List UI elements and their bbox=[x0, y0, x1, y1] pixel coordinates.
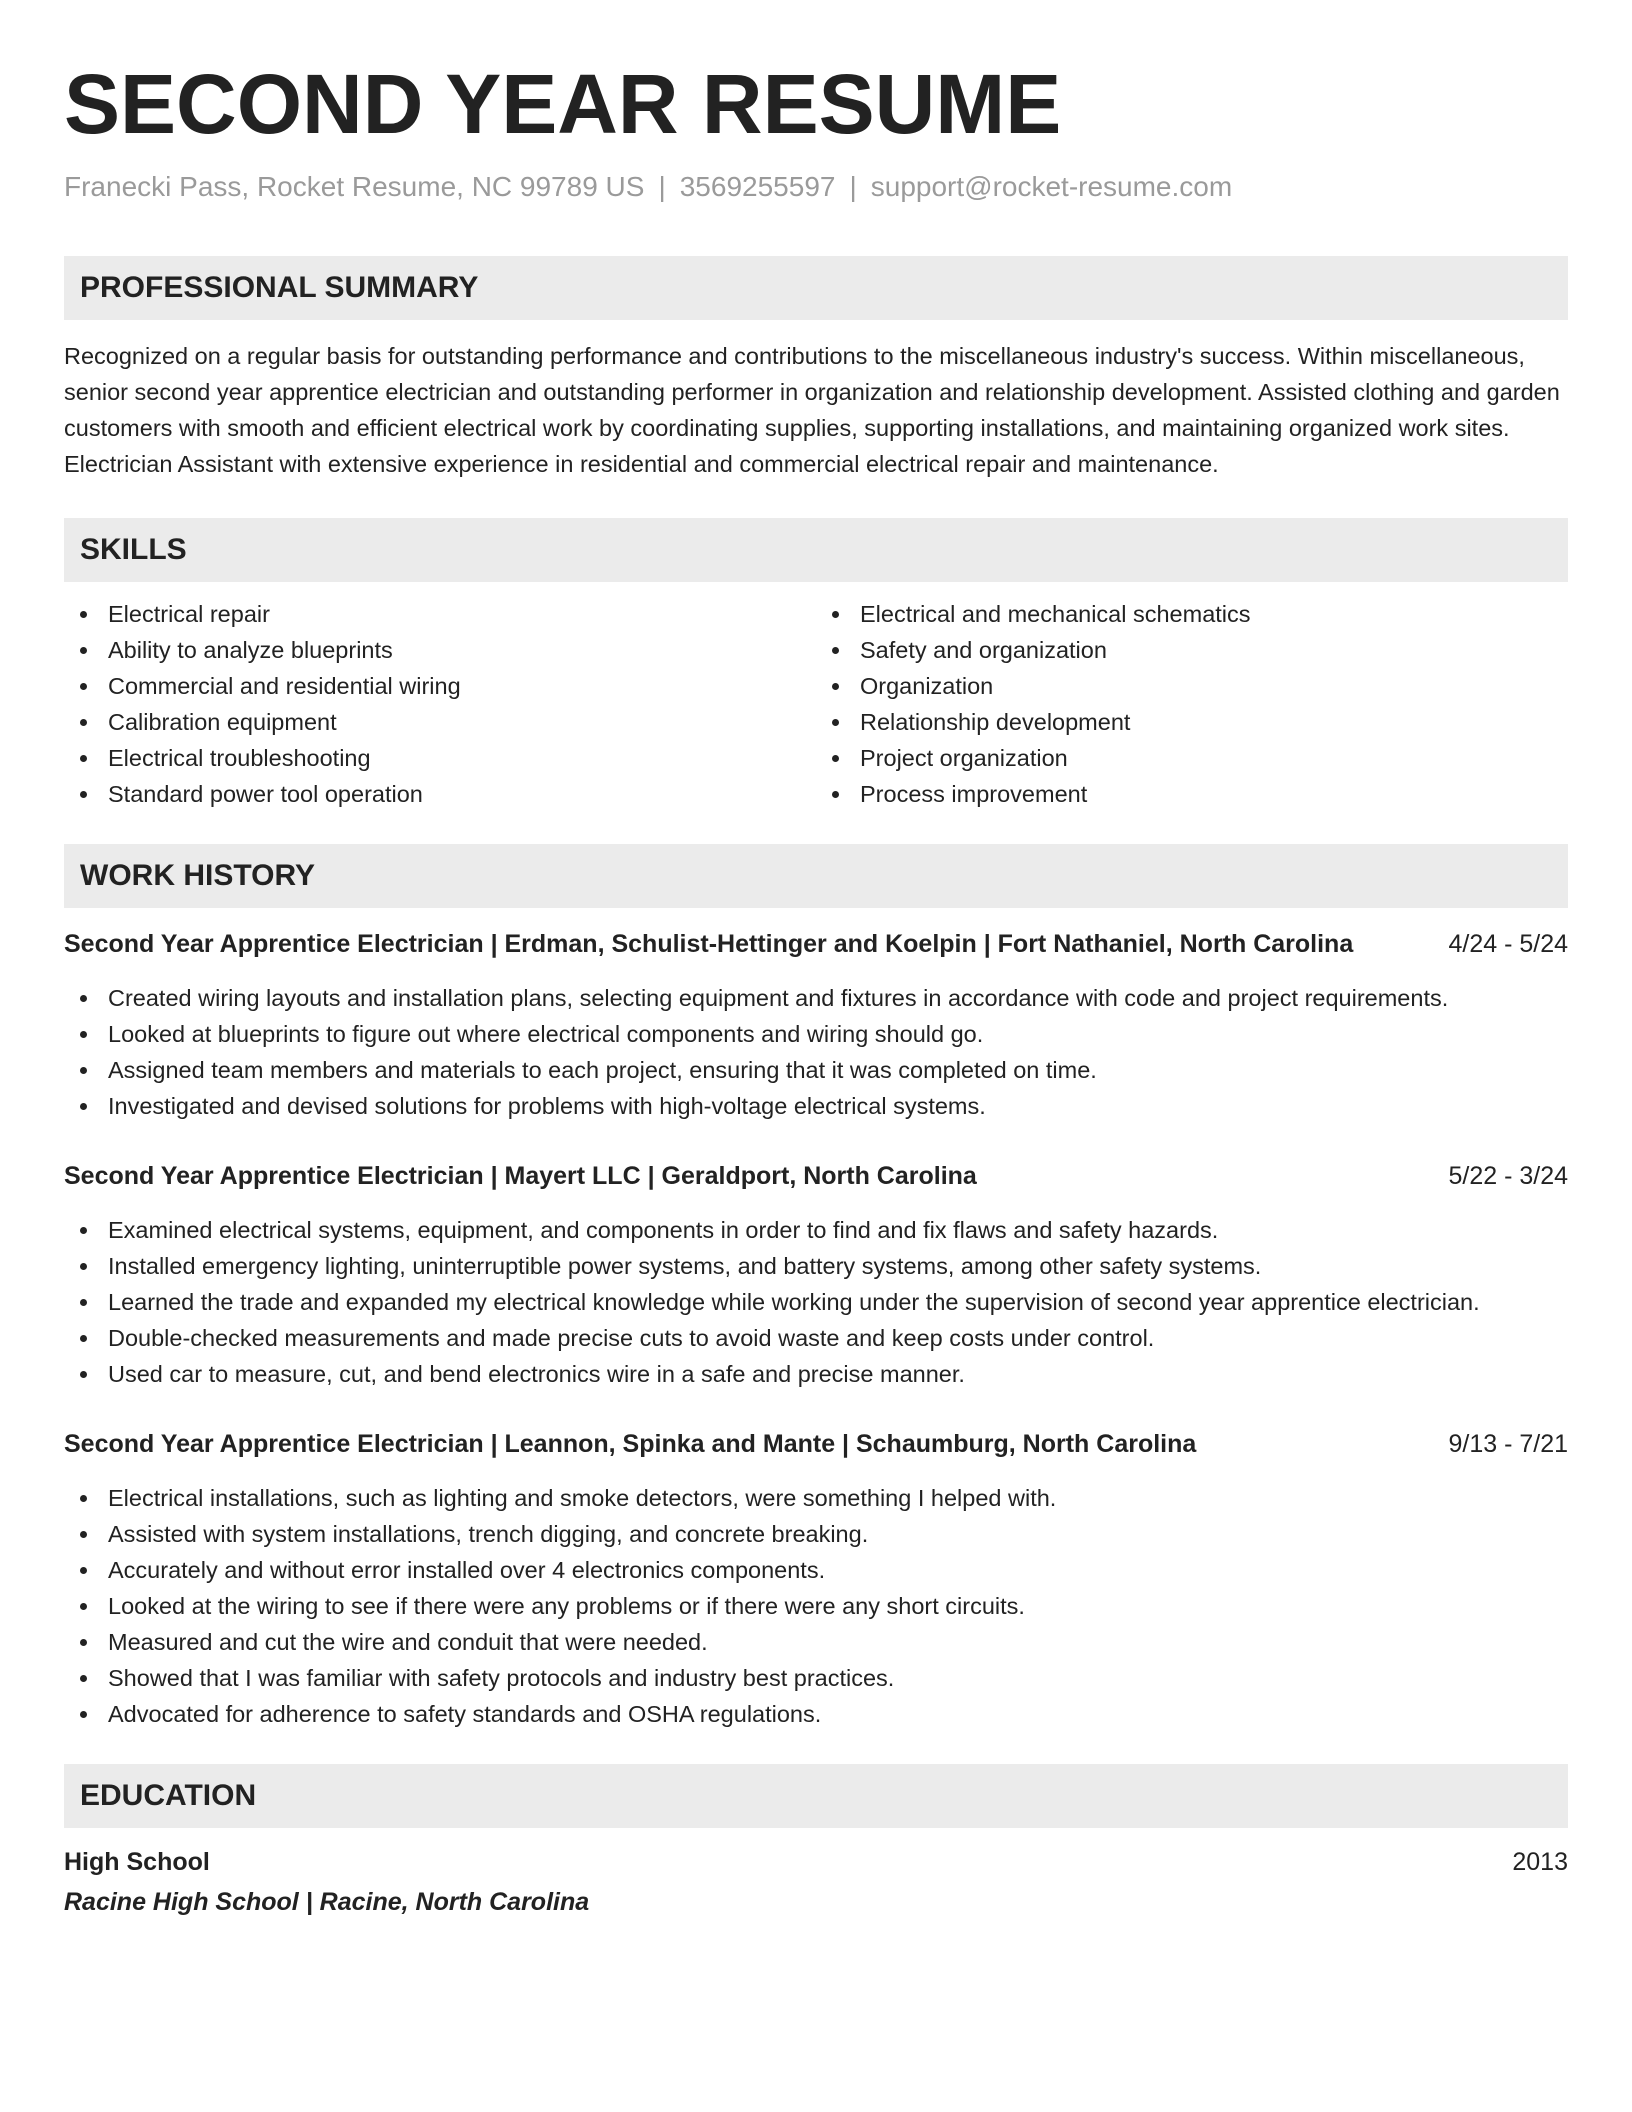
skill-item: Relationship development bbox=[816, 704, 1568, 740]
skill-item: Project organization bbox=[816, 740, 1568, 776]
job-bullet: Created wiring layouts and installation plans, selecting equipment and fixtures in accordance with code and project requirements. bbox=[64, 980, 1568, 1016]
education-heading: EDUCATION bbox=[64, 1764, 1568, 1828]
job-bullet: Double-checked measurements and made precise cuts to avoid waste and keep costs under control. bbox=[64, 1320, 1568, 1356]
job-bullet: Accurately and without error installed over 4 electronics components. bbox=[64, 1552, 1568, 1588]
job-bullet: Assigned team members and materials to each project, ensuring that it was completed on time. bbox=[64, 1052, 1568, 1088]
job-entry bbox=[64, 926, 1568, 1124]
skill-item: Commercial and residential wiring bbox=[64, 668, 816, 704]
job-header bbox=[64, 1426, 1568, 1462]
skills-column-right bbox=[816, 596, 1568, 812]
job-title: Second Year Apprentice Electrician | Mayert LLC | Geraldport, North Carolina bbox=[64, 1162, 977, 1190]
job-dates: 4/24 - 5/24 bbox=[1448, 930, 1568, 958]
skill-item: Organization bbox=[816, 668, 1568, 704]
job-entry bbox=[64, 1158, 1568, 1392]
job-bullets bbox=[64, 1212, 1568, 1392]
contact-separator: | bbox=[658, 171, 666, 202]
job-bullets bbox=[64, 1480, 1568, 1732]
summary-heading: PROFESSIONAL SUMMARY bbox=[64, 256, 1568, 320]
skill-item: Electrical and mechanical schematics bbox=[816, 596, 1568, 632]
education-degree: High School bbox=[64, 1848, 210, 1876]
job-bullets bbox=[64, 980, 1568, 1124]
skill-item: Electrical troubleshooting bbox=[64, 740, 816, 776]
job-title: Second Year Apprentice Electrician | Erdman, Schulist-Hettinger and Koelpin | Fort Nathaniel, North Carolina bbox=[64, 930, 1354, 958]
work-history-heading: WORK HISTORY bbox=[64, 844, 1568, 908]
job-bullet: Looked at blueprints to figure out where electrical components and wiring should go. bbox=[64, 1016, 1568, 1052]
contact-address: Franecki Pass, Rocket Resume, NC 99789 US bbox=[64, 171, 645, 202]
contact-separator: | bbox=[849, 171, 857, 202]
contact-line bbox=[64, 170, 1568, 204]
skill-item: Standard power tool operation bbox=[64, 776, 816, 812]
education-year: 2013 bbox=[1512, 1848, 1568, 1876]
job-bullet: Assisted with system installations, trench digging, and concrete breaking. bbox=[64, 1516, 1568, 1552]
skills-column-left bbox=[64, 596, 816, 812]
resume-name: SECOND YEAR RESUME bbox=[64, 57, 1062, 151]
contact-email: support@rocket-resume.com bbox=[870, 171, 1233, 202]
job-header bbox=[64, 1158, 1568, 1194]
job-bullet: Investigated and devised solutions for problems with high-voltage electrical systems. bbox=[64, 1088, 1568, 1124]
education-entry bbox=[64, 1844, 1568, 1920]
job-bullet: Examined electrical systems, equipment, and components in order to find and fix flaws and safety hazards. bbox=[64, 1212, 1568, 1248]
skill-item: Ability to analyze blueprints bbox=[64, 632, 816, 668]
job-title: Second Year Apprentice Electrician | Leannon, Spinka and Mante | Schaumburg, North Carolina bbox=[64, 1430, 1197, 1458]
job-bullet: Looked at the wiring to see if there were any problems or if there were any short circuits. bbox=[64, 1588, 1568, 1624]
job-bullet: Learned the trade and expanded my electrical knowledge while working under the supervision of second year apprentice electrician. bbox=[64, 1284, 1568, 1320]
skill-item: Calibration equipment bbox=[64, 704, 816, 740]
job-dates: 5/22 - 3/24 bbox=[1448, 1162, 1568, 1190]
job-bullet: Used car to measure, cut, and bend electronics wire in a safe and precise manner. bbox=[64, 1356, 1568, 1392]
summary-text: Recognized on a regular basis for outstanding performance and contributions to the miscellaneous industry's success. Within miscellaneous, senior second year apprentice electrician and outstanding performer in organization and relationship development. Assisted clothing and garden customers with smooth and efficient electrical work by coordinating supplies, supporting installations, and maintaining organized work sites. Electrician Assistant with extensive experience in residential and commercial electrical repair and maintenance. bbox=[64, 343, 1560, 477]
job-bullet: Showed that I was familiar with safety protocols and industry best practices. bbox=[64, 1660, 1568, 1696]
job-dates: 9/13 - 7/21 bbox=[1448, 1430, 1568, 1458]
job-bullet: Electrical installations, such as lighting and smoke detectors, were something I helped with. bbox=[64, 1480, 1568, 1516]
skills-list bbox=[64, 596, 1568, 812]
skill-item: Electrical repair bbox=[64, 596, 816, 632]
skill-item: Safety and organization bbox=[816, 632, 1568, 668]
job-entry bbox=[64, 1426, 1568, 1732]
job-header bbox=[64, 926, 1568, 962]
job-bullet: Advocated for adherence to safety standards and OSHA regulations. bbox=[64, 1696, 1568, 1732]
contact-phone: 3569255597 bbox=[679, 171, 836, 202]
job-bullet: Measured and cut the wire and conduit that were needed. bbox=[64, 1624, 1568, 1660]
skills-heading: SKILLS bbox=[64, 518, 1568, 582]
education-header bbox=[64, 1844, 1568, 1880]
education-school: Racine High School | Racine, North Carolina bbox=[64, 1888, 590, 1916]
skill-item: Process improvement bbox=[816, 776, 1568, 812]
job-bullet: Installed emergency lighting, uninterruptible power systems, and battery systems, among other safety systems. bbox=[64, 1248, 1568, 1284]
